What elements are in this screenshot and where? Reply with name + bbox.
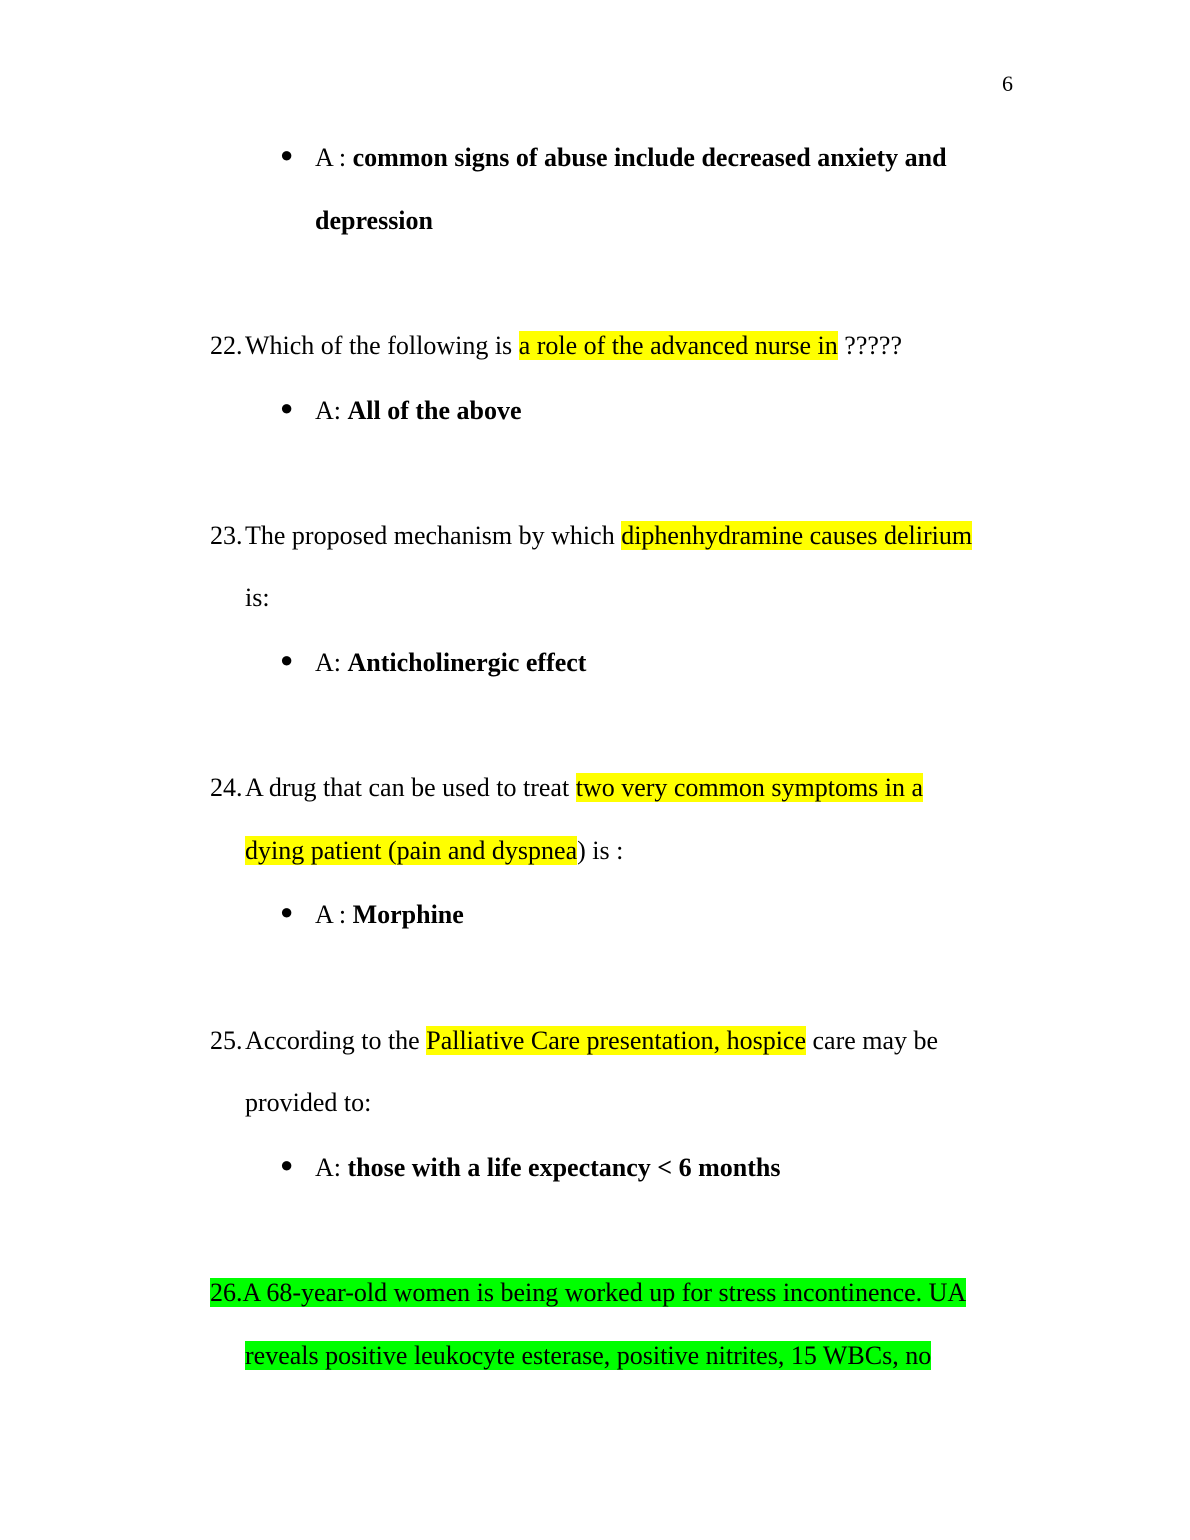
question-number: 24. [210,773,243,802]
highlight: reveals positive leukocyte esterase, positive nitrites, 15 WBCs, no [245,1341,932,1370]
q26-line2 [245,1340,931,1372]
answer-prefix: A: [315,396,348,425]
q22-text [245,330,902,362]
q21-answer [315,142,947,174]
answer-prefix: A: [315,648,348,677]
answer-prefix: A : [315,900,353,929]
q23-answer [315,647,586,679]
q26-line1 [210,1277,966,1309]
question-text: The proposed mechanism by which [245,521,622,550]
bullet-icon: ● [280,899,294,924]
answer-text: Morphine [352,900,464,929]
question-text: ????? [837,331,902,360]
q24-answer [315,899,464,931]
highlight: two very common symptoms in a [575,773,924,802]
q25-text-cont: provided to: [245,1088,372,1117]
page-number: 6 [1002,71,1013,96]
question-number: 22. [210,331,243,360]
question-text: A drug that can be used to treat [245,773,576,802]
question-text: According to the [245,1026,427,1055]
question-text: ) is : [577,836,624,865]
highlight: dying patient (pain and dyspnea [245,836,578,865]
bullet-icon: ● [280,647,294,672]
q25-answer [315,1152,780,1184]
bullet-icon: ● [280,395,294,420]
answer-text: Anticholinergic effect [347,648,587,677]
question-number: 23. [210,521,243,550]
q21-answer-cont [315,205,433,237]
question-text: Which of the following is [245,331,519,360]
question-number: 26. [210,1278,243,1307]
answer-text: common signs of abuse include decreased anxiety and [352,143,947,172]
answer-text: those with a life expectancy < 6 months [347,1153,781,1182]
q22-answer [315,395,522,427]
q23-text-cont: is: [245,583,270,612]
answer-text: depression [315,206,433,235]
q24-text [245,772,923,804]
bullet-icon: ● [280,1152,294,1177]
q25-text [245,1025,938,1057]
answer-text: All of the above [347,396,522,425]
highlight [210,1278,966,1307]
q24-text-cont [245,835,623,867]
question-text: care may be [806,1026,939,1055]
q23-text [245,520,972,552]
question-number: 25. [210,1026,243,1055]
highlight: Palliative Care presentation, hospice [426,1026,807,1055]
bullet-icon: ● [280,142,294,167]
answer-prefix: A: [315,1153,348,1182]
highlight: diphenhydramine causes delirium [621,521,973,550]
highlight: a role of the advanced nurse in [518,331,838,360]
question-text: A 68-year-old women is being worked up for stress incontinence. UA [242,1278,967,1307]
answer-prefix: A : [315,143,353,172]
